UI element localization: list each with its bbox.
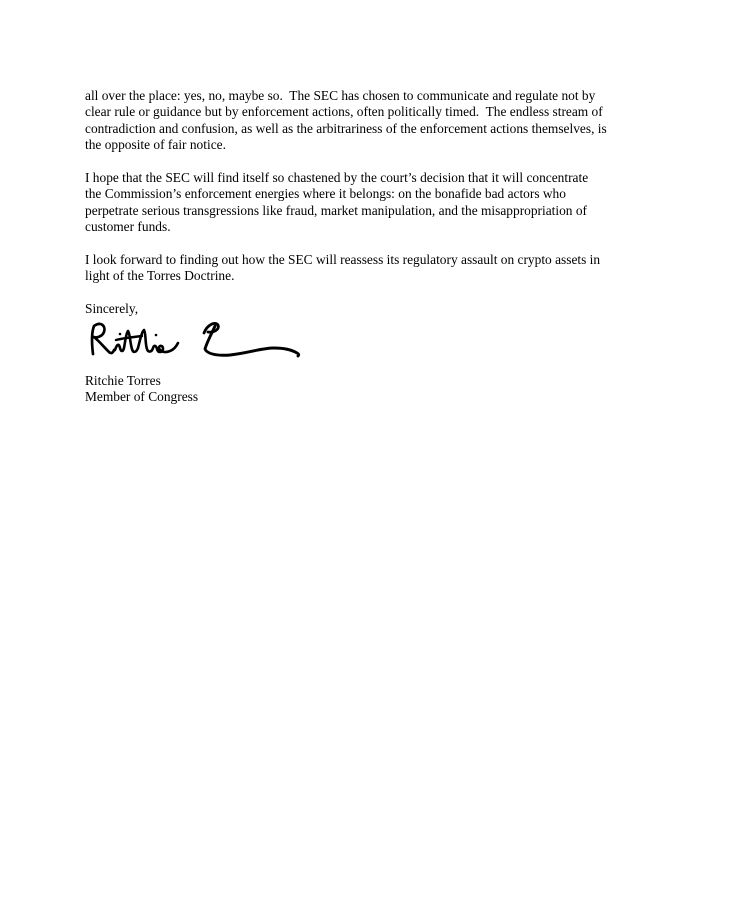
text-line: light of the Torres Doctrine. [85,268,235,284]
text-line: the Commission’s enforcement energies where it belongs: on the bonafide bad actors who [85,186,566,202]
paragraph-3 [85,252,685,285]
signer-name: Ritchie Torres [85,372,161,388]
ritchie-torres-signature-icon [87,320,304,360]
text-line: I hope that the SEC will find itself so chastened by the court’s decision that it will concentrate [85,170,589,186]
closing-salutation: Sincerely, [85,301,139,317]
text-line: the opposite of fair notice. [85,137,226,153]
text-line: contradiction and confusion, as well as the arbitrariness of the enforcement actions themselves, is [85,120,607,136]
text-line: all over the place: yes, no, maybe so. The SEC has chosen to communicate and regulate not by [85,88,596,103]
letter-body [85,88,685,405]
text-line: perpetrate serious transgressions like fraud, market manipulation, and the misappropriation of [85,202,588,218]
text-line: clear rule or guidance but by enforcement actions, often politically timed. The endless stream of [85,104,603,120]
paragraph-2 [85,170,685,236]
signer-block [85,373,685,406]
text-line: I look forward to finding out how the SEC will reassess its regulatory assault on crypto assets in [85,252,601,268]
text-line: customer funds. [85,219,171,235]
paragraph-1 [85,88,685,154]
signer-title: Member of Congress [85,389,199,405]
